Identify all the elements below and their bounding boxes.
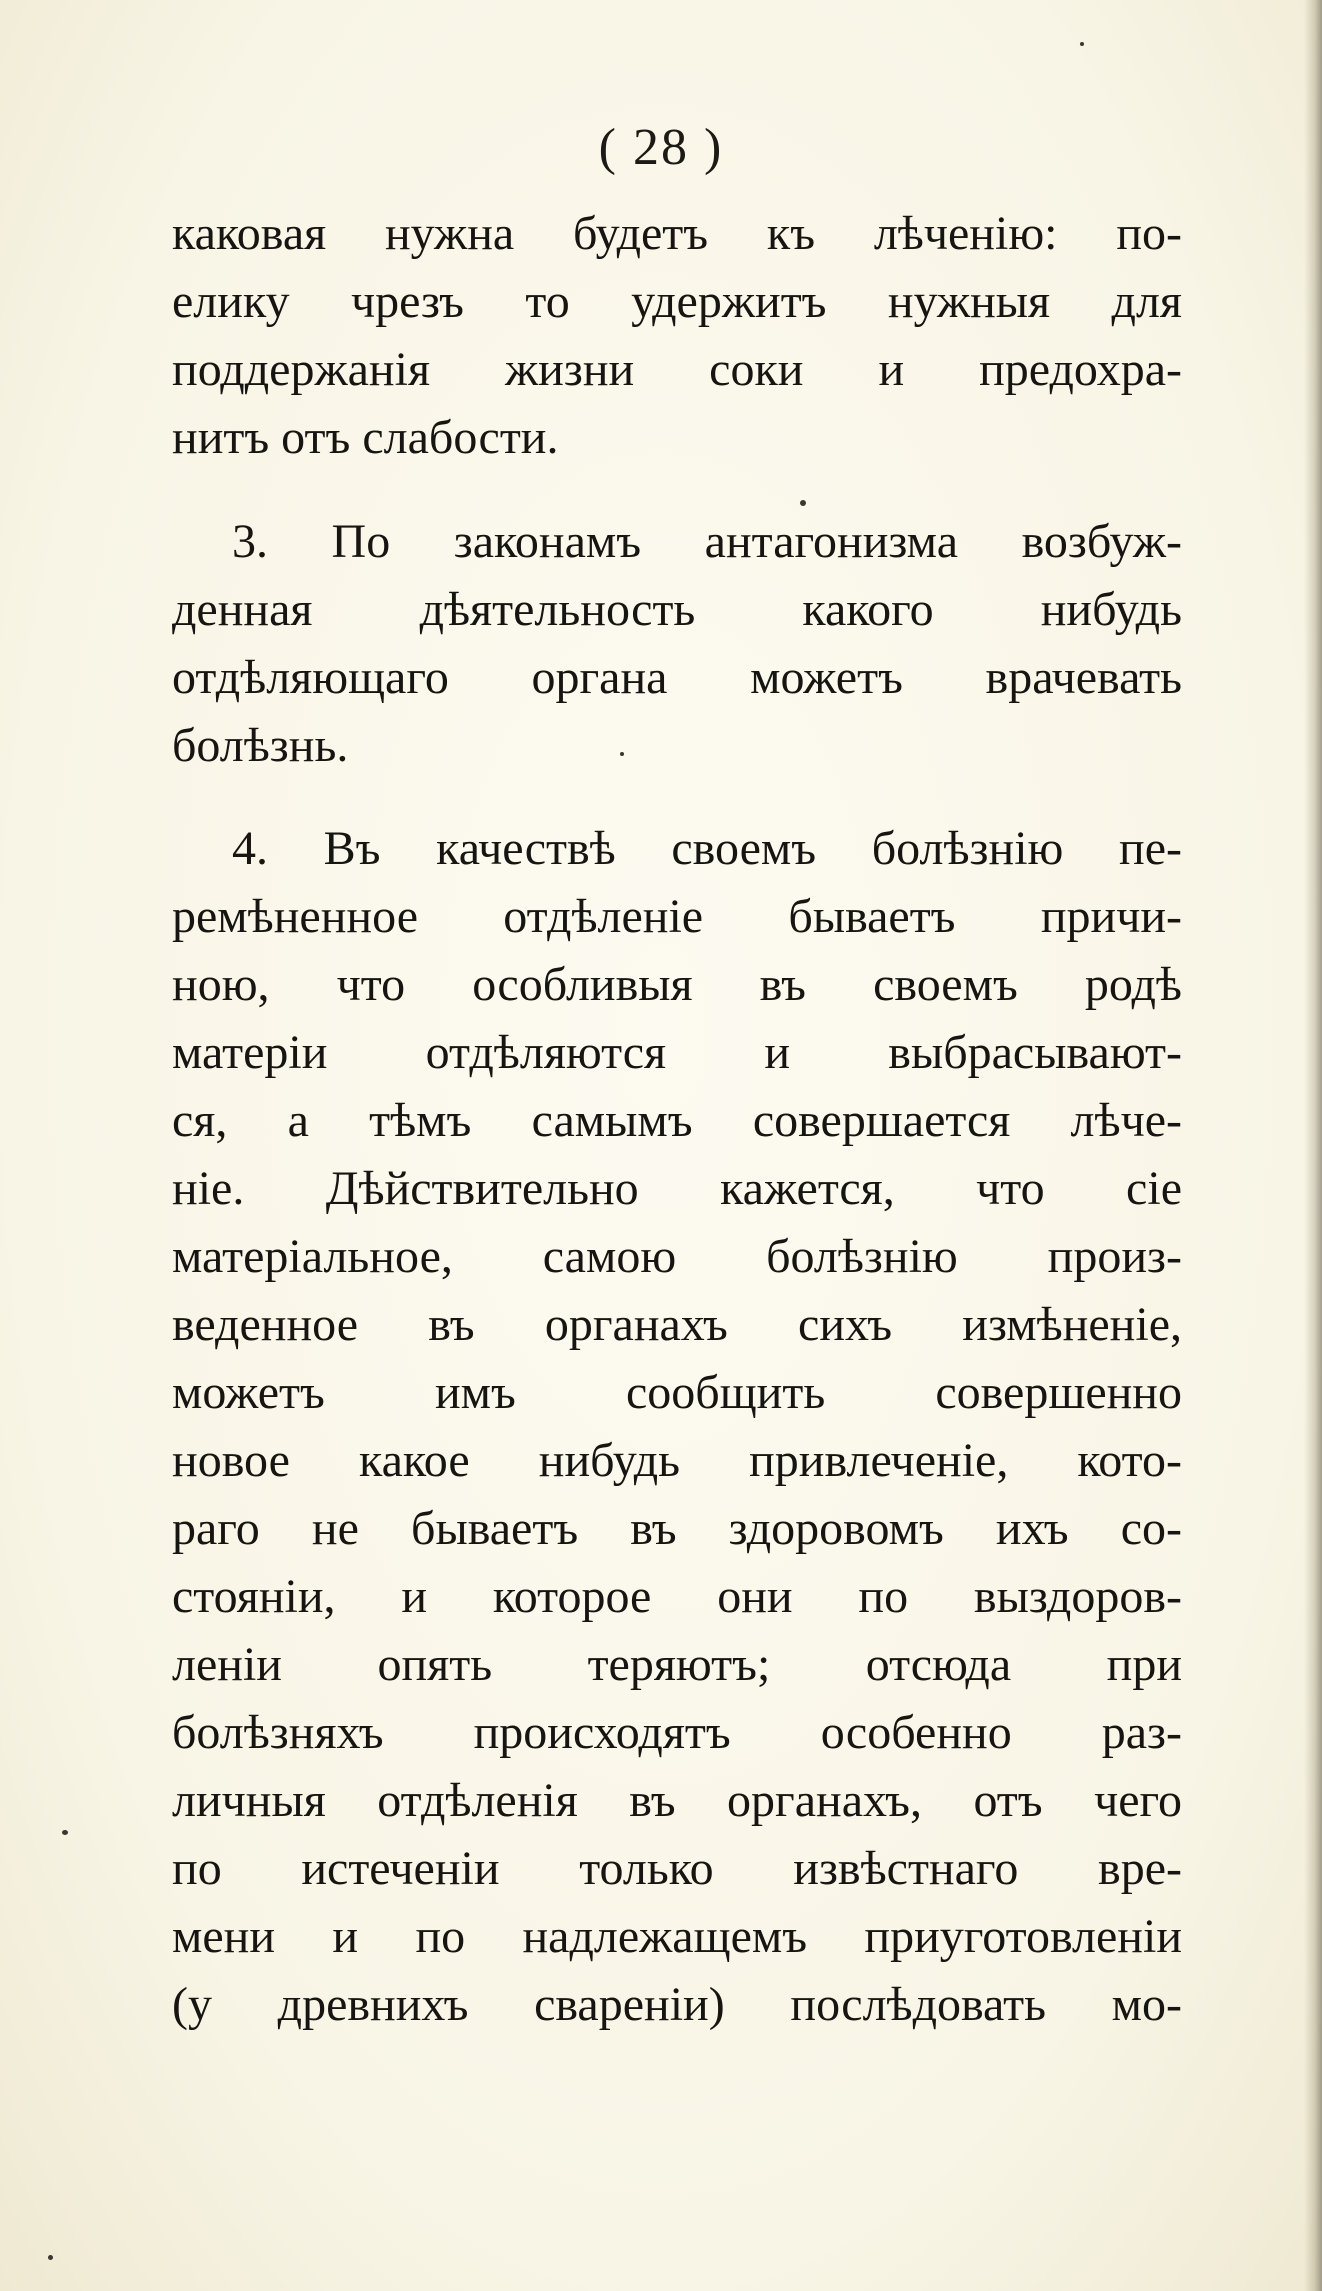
paragraph-continuation xyxy=(172,200,1182,472)
page-edge-shadow xyxy=(1304,0,1322,2291)
text-line: новое какое нибудь привлеченiе, кото- xyxy=(172,1434,1182,1487)
text-line: ремѣненное отдѣленiе бываетъ причи- xyxy=(172,890,1182,943)
paragraph-3 xyxy=(172,508,1182,780)
text-line: матерiальное, самою болѣзнiю произ- xyxy=(172,1230,1182,1283)
text-line: по истеченiи только извѣстнаго вре- xyxy=(172,1842,1182,1895)
ink-speck xyxy=(48,2255,53,2260)
text-line: каковая нужна будетъ къ лѣченiю: по- xyxy=(172,207,1182,260)
text-line: мени и по надлежащемъ приуготовленiи xyxy=(172,1910,1182,1963)
page-number: ( 28 ) xyxy=(598,119,724,176)
ink-speck xyxy=(1080,42,1084,46)
text-line: нiе. Дѣйствительно кажется, что сiе xyxy=(172,1162,1182,1215)
text-line: болѣзняхъ происходятъ особенно раз- xyxy=(172,1706,1182,1759)
text-line: ленiи опять теряютъ; отсюда при xyxy=(172,1638,1182,1691)
text-line: отдѣляющаго органа можетъ врачевать xyxy=(172,651,1182,704)
text-line: елику чрезъ то удержитъ нужныя для xyxy=(172,275,1182,328)
text-line: 4. Въ качествѣ своемъ болѣзнiю пе- xyxy=(232,822,1182,875)
text-line: можетъ имъ сообщить совершенно xyxy=(172,1366,1182,1419)
text-line: веденное въ органахъ сихъ измѣненiе, xyxy=(172,1298,1182,1351)
text-line: личныя отдѣленiя въ органахъ, отъ чего xyxy=(172,1774,1182,1827)
text-line: ся, а тѣмъ самымъ совершается лѣче- xyxy=(172,1094,1182,1147)
text-line: болѣзнь. xyxy=(172,719,349,772)
text-line: денная дѣятельность какого нибудь xyxy=(172,583,1182,636)
text-line: 3. По законамъ антагонизма возбуж- xyxy=(232,515,1182,568)
text-line: (у древнихъ сваренiи) послѣдовать мо- xyxy=(172,1978,1182,2031)
text-line: поддержанiя жизни соки и предохра- xyxy=(172,343,1182,396)
ink-speck xyxy=(62,1830,68,1835)
text-line: ною, что особливыя въ своемъ родѣ xyxy=(172,958,1182,1011)
ink-speck xyxy=(800,500,806,506)
text-line: нитъ отъ слабости. xyxy=(172,411,559,464)
ink-speck xyxy=(620,752,624,756)
text-line: раго не бываетъ въ здоровомъ ихъ со- xyxy=(172,1502,1182,1555)
text-line: стоянiи, и которое они по выздоров- xyxy=(172,1570,1182,1623)
text-line: матерiи отдѣляются и выбрасывают- xyxy=(172,1026,1182,1079)
paragraph-4 xyxy=(172,815,1182,2039)
